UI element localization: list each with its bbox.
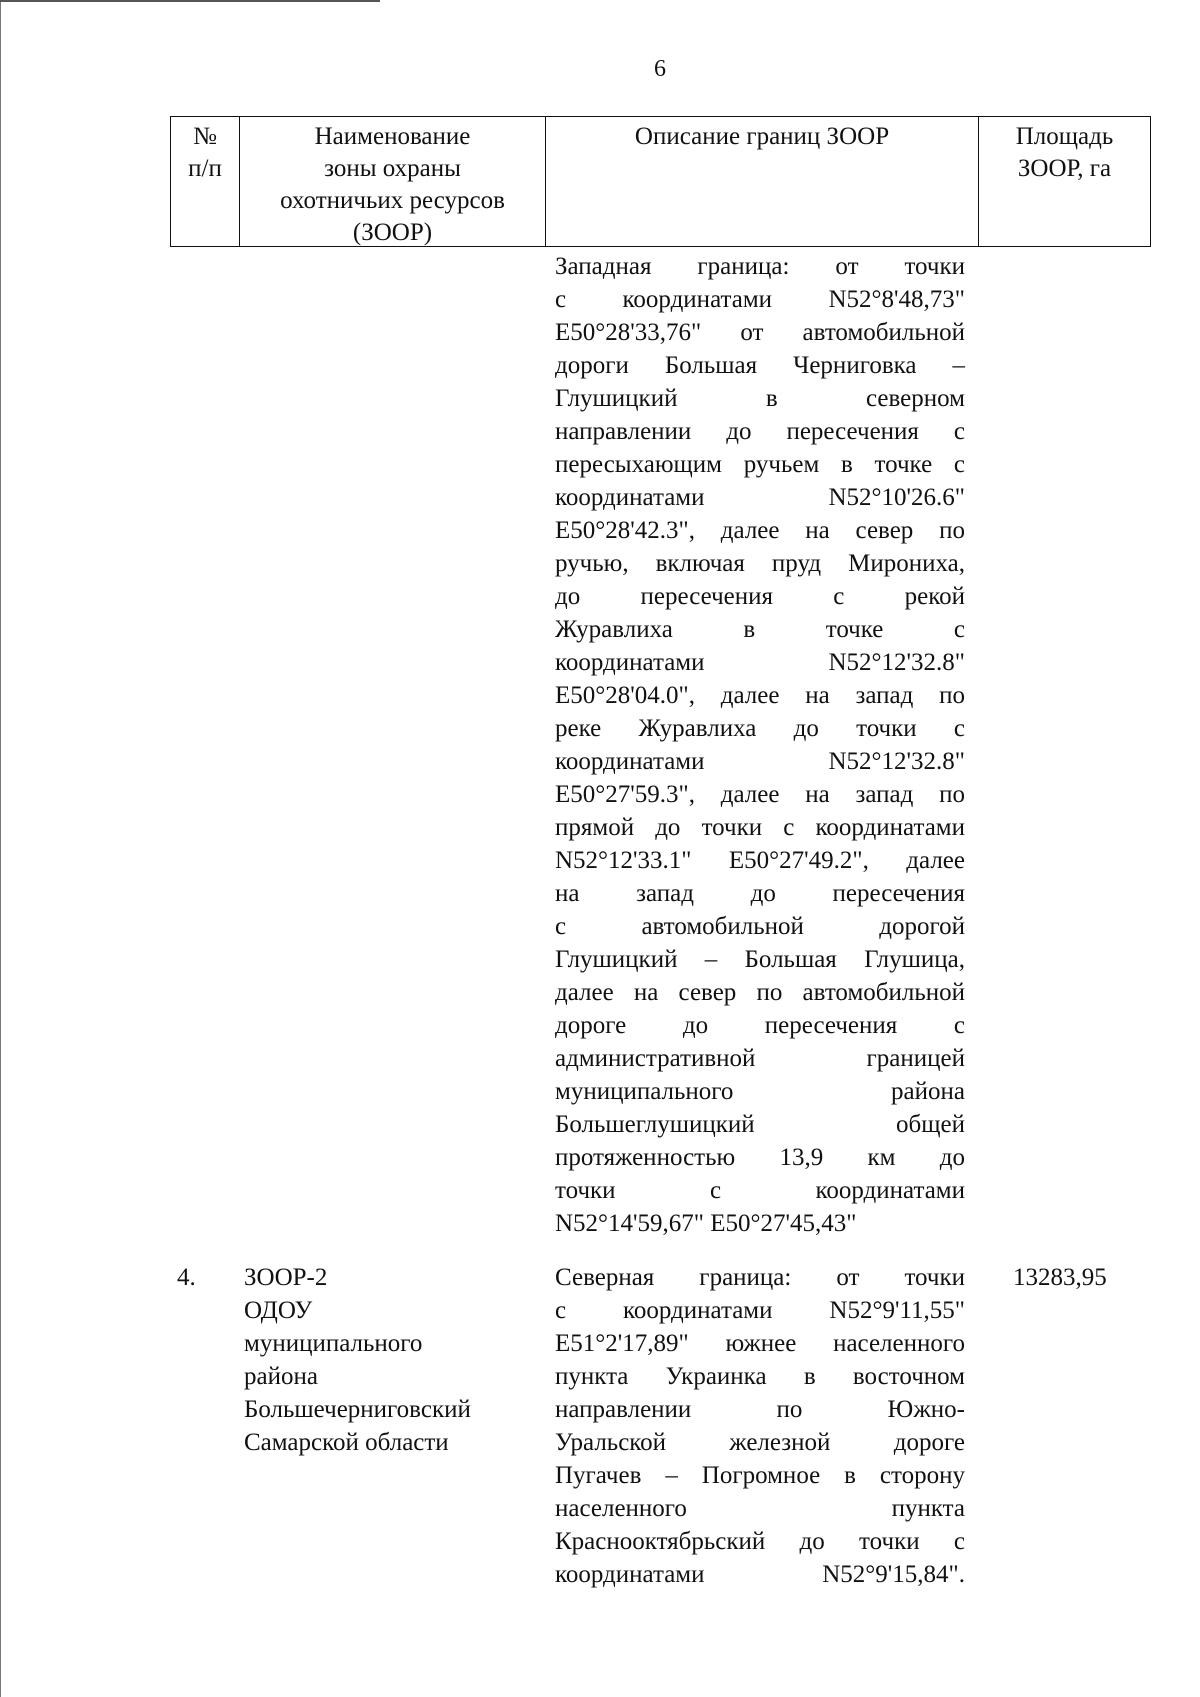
description-line: до пересечения с рекой — [555, 583, 965, 610]
scan-top-line — [0, 0, 380, 2]
zone-name — [244, 1261, 524, 1459]
header-text: ЗООР, га — [1017, 155, 1112, 182]
header-text: охотничьих ресурсов — [280, 187, 505, 214]
table-header — [170, 116, 1151, 247]
zone-name-line: Большечерниговский — [244, 1396, 471, 1423]
description-line: дороге до пересечения с — [555, 1012, 965, 1039]
description-line: реке Журавлиха до точки с — [555, 715, 965, 742]
description-line: направлении до пересечения с — [555, 418, 965, 445]
description-line: Пугачев – Погромное в сторону — [555, 1462, 965, 1489]
header-text: № — [193, 123, 217, 150]
description-line: с координатами N52°9'11,55" — [555, 1297, 965, 1324]
description-line: координатами N52°9'15,84". — [555, 1561, 965, 1588]
description-line: муниципального района — [555, 1078, 965, 1105]
header-text: (ЗООР) — [352, 219, 433, 246]
description-line: Журавлиха в точке с — [555, 616, 965, 643]
description-line: координатами N52°12'32.8" — [555, 649, 965, 676]
description-line: пункта Украинка в восточном — [555, 1363, 965, 1390]
area-value: 13283,95 — [1013, 1264, 1107, 1291]
description-line: дороги Большая Черниговка – — [555, 352, 965, 379]
header-col-area — [979, 117, 1150, 246]
zone-name-line: Самарской области — [244, 1429, 449, 1456]
description-line: координатами N52°10'26.6" — [555, 484, 965, 511]
description-line: Глушицкий – Большая Глушица, — [555, 946, 965, 973]
description-line: N52°12'33.1" E50°27'49.2", далее — [555, 847, 965, 874]
description-line: с автомобильной дорогой — [555, 913, 965, 940]
description-line: Краснооктябрьский до точки с — [555, 1528, 965, 1555]
page-number: 6 — [654, 56, 666, 82]
description-line: E50°28'33,76" от автомобильной — [555, 319, 965, 346]
description-line: E51°2'17,89" южнее населенного — [555, 1330, 965, 1357]
description-line: протяженностью 13,9 км до — [555, 1144, 965, 1171]
description-line: E50°28'04.0", далее на запад по — [555, 682, 965, 709]
header-text: Площадь — [1015, 123, 1114, 150]
header-text: Описание границ ЗООР — [634, 123, 890, 150]
description-line: Западная граница: от точки — [555, 253, 965, 280]
description-line: населенного пункта — [555, 1495, 965, 1522]
description-line: направлении по Южно- — [555, 1396, 965, 1423]
continuation-description — [555, 250, 965, 1240]
row4-description — [555, 1261, 965, 1591]
description-line: Большеглушицкий общей — [555, 1111, 965, 1138]
description-line: точки с координатами — [555, 1177, 965, 1204]
description-line: ручью, включая пруд Мирониха, — [555, 550, 965, 577]
header-text: Наименование — [314, 123, 471, 150]
description-line: пересыхающим ручьем в точке с — [555, 451, 965, 478]
description-line: Глушицкий в северном — [555, 385, 965, 412]
description-line: E50°27'59.3", далее на запад по — [555, 781, 965, 808]
description-line: Северная граница: от точки — [555, 1264, 965, 1291]
zone-name-line: муниципального — [244, 1330, 423, 1357]
description-line: E50°28'42.3", далее на север по — [555, 517, 965, 544]
scan-edge-line — [0, 0, 1, 1697]
header-text: зоны охраны — [324, 155, 461, 182]
row-number: 4. — [177, 1264, 196, 1291]
description-line: с координатами N52°8'48,73" — [555, 286, 965, 313]
description-line: прямой до точки с координатами — [555, 814, 965, 841]
description-line: Уральской железной дороге — [555, 1429, 965, 1456]
header-col-number — [171, 117, 240, 246]
zone-name-line: ОДОУ — [244, 1297, 313, 1324]
header-col-name — [240, 117, 546, 246]
description-line: координатами N52°12'32.8" — [555, 748, 965, 775]
header-text: п/п — [188, 155, 222, 182]
header-col-description — [546, 117, 979, 246]
description-line: далее на север по автомобильной — [555, 979, 965, 1006]
zone-name-line: ЗООР-2 — [244, 1264, 328, 1291]
description-line: административной границей — [555, 1045, 965, 1072]
description-line: на запад до пересечения — [555, 880, 965, 907]
zone-name-line: района — [244, 1363, 318, 1390]
description-line: N52°14'59,67" E50°27'45,43" — [555, 1210, 857, 1237]
